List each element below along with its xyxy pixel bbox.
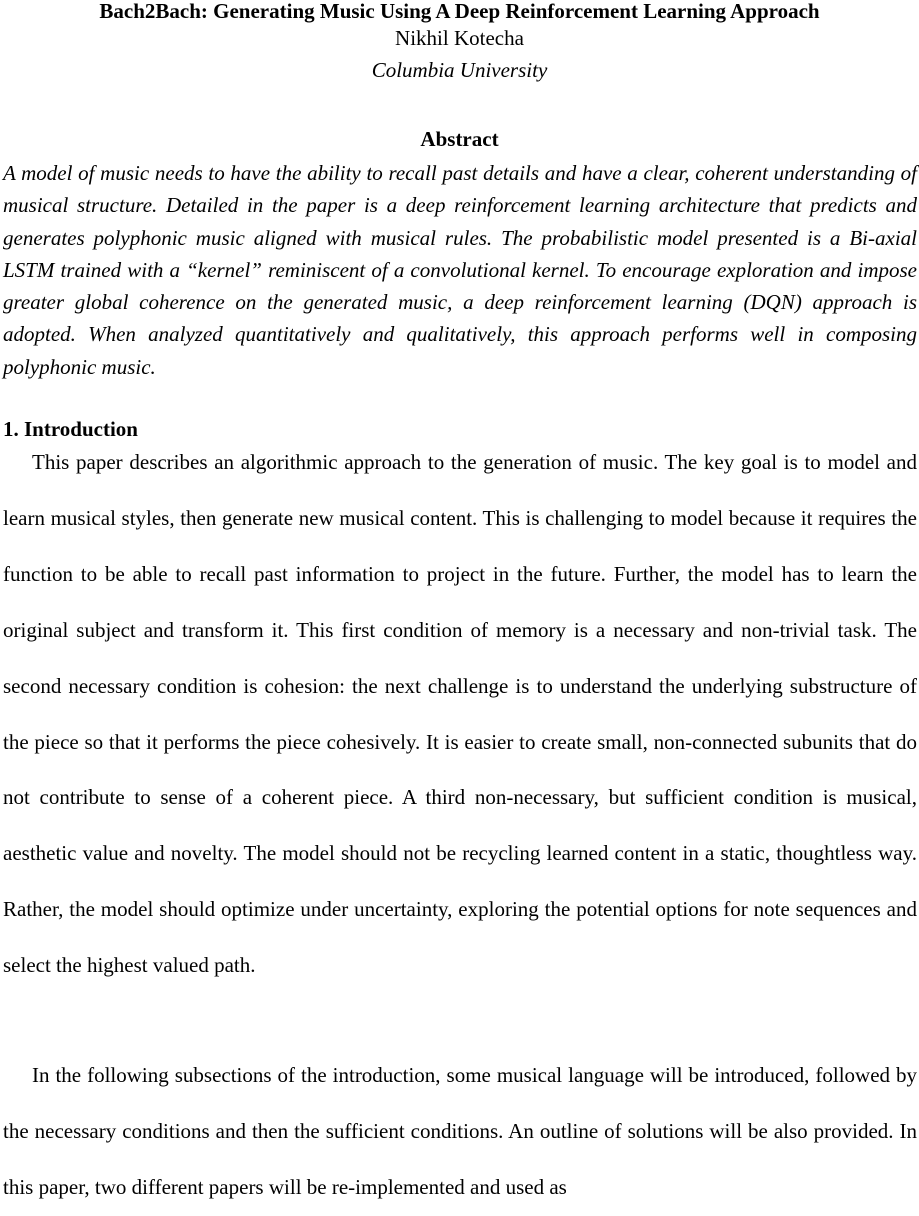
title-block xyxy=(0,0,919,86)
paper-title: Bach2Bach: Generating Music Using A Deep Reinforcement Learning Approach xyxy=(99,0,820,23)
abstract-text: A model of music needs to have the ability to recall past details and have a clear, coherent understanding of musical structure. Detailed in the paper is a deep reinforcement learning architecture that predicts and generates polyphonic music aligned with musical rules. The probabilistic model presented is a Bi-axial LSTM trained with a “kernel” reminiscent of a convolutional kernel. To encourage exploration and impose greater global coherence on the generated music, a deep reinforcement learning (DQN) approach is adopted. When analyzed quantitatively and qualitatively, this approach performs well in composing polyphonic music. xyxy=(3,161,917,379)
abstract-heading: Abstract xyxy=(420,127,499,151)
author-name: Nikhil Kotecha xyxy=(395,26,524,50)
author-affiliation: Columbia University xyxy=(371,58,548,82)
introduction-paragraph: This paper describes an algorithmic approach to the generation of music. The key goal is to model and learn musical styles, then generate new musical content. This is challenging to model because it requires the function to be able to recall past information to project in the future. Further, the model has to learn the original subject and transform it. This first condition of memory is a necessary and non-trivial task. The second necessary condition is cohesion: the next challenge is to understand the underlying substructure of the piece so that it performs the piece cohesively. It is easier to create small, non-connected subunits that do not contribute to sense of a coherent piece. A third non-necessary, but sufficient condition is musical, aesthetic value and novelty. The model should not be recycling learned content in a static, thoughtless way. Rather, the model should optimize under uncertainty, exploring the potential options for note sequences and select the highest valued path. xyxy=(3,450,917,978)
introduction-paragraph: In the following subsections of the introduction, some musical language will be introduced, followed by the necessary conditions and then the sufficient conditions. An outline of solutions will be also provided. In this paper, two different papers will be re-implemented and used as xyxy=(3,1063,917,1199)
section-heading-introduction: 1. Introduction xyxy=(3,417,138,441)
